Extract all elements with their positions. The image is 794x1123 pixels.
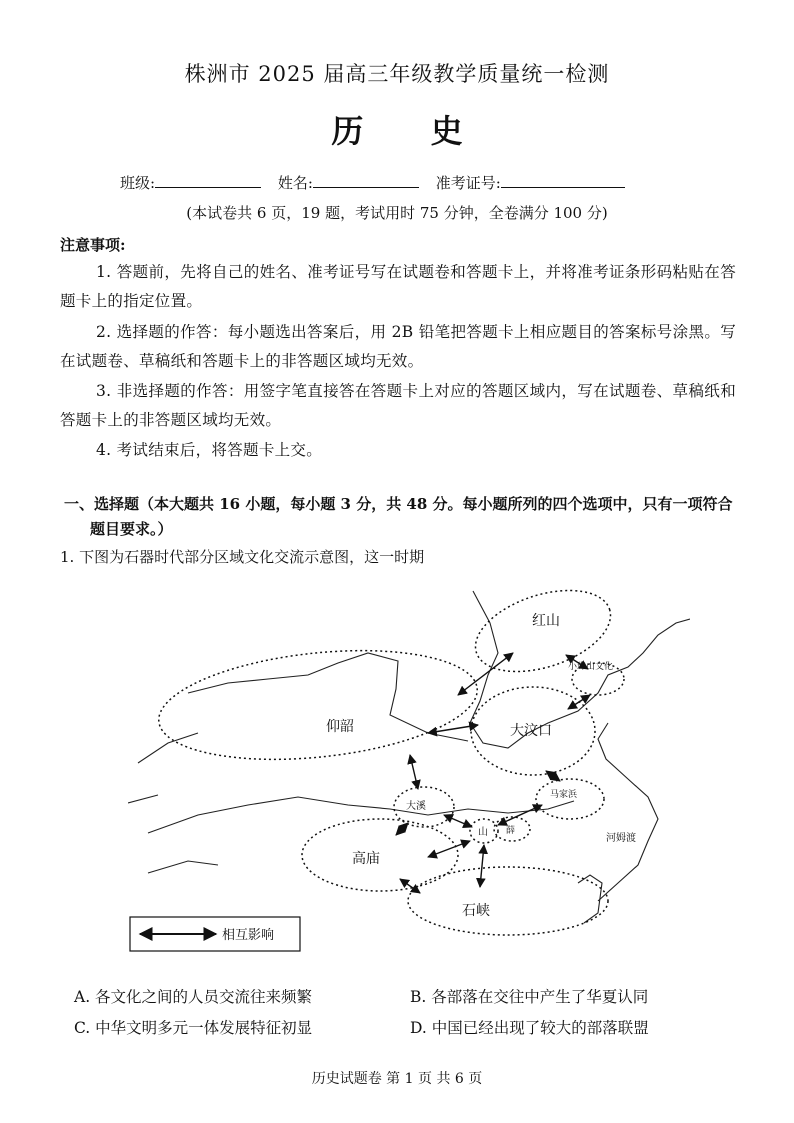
arrow-shan-shixia bbox=[480, 845, 484, 887]
west-rivers bbox=[128, 733, 218, 873]
label-xue: 薛 bbox=[506, 826, 516, 836]
label-daxi: 大溪 bbox=[406, 801, 426, 812]
region-shixia bbox=[408, 867, 608, 935]
id-blank[interactable] bbox=[501, 173, 625, 188]
arrow-yangshao-daxi bbox=[410, 755, 418, 789]
name-label: 姓名: bbox=[277, 174, 313, 192]
arrow-shan-gaomiao bbox=[428, 841, 470, 857]
label-xiaozhushan: 小珠山文化 bbox=[568, 662, 614, 672]
info-fields bbox=[120, 172, 637, 193]
exam-title: 株洲市 2025 届高三年级教学质量统一检测 bbox=[184, 62, 610, 86]
label-gaomiao: 高庙 bbox=[352, 851, 380, 867]
culture-exchange-map bbox=[128, 583, 690, 969]
label-shixia: 石峡 bbox=[462, 903, 490, 919]
section-heading bbox=[64, 492, 744, 542]
question-1-stem: 1. 下图为石器时代部分区域文化交流示意图，这一时期 bbox=[60, 548, 425, 566]
label-majiabang: 马家浜 bbox=[550, 790, 578, 800]
name-blank[interactable] bbox=[313, 173, 419, 188]
page-footer: 历史试题卷 第 1 页 共 6 页 bbox=[311, 1071, 483, 1087]
arrow-dawenkou-majiabang bbox=[546, 771, 560, 781]
id-label: 准考证号: bbox=[435, 174, 501, 192]
class-blank[interactable] bbox=[155, 173, 261, 188]
taiwan-coast bbox=[578, 875, 602, 923]
region-yangshao bbox=[153, 637, 482, 774]
label-hemudu: 河姆渡 bbox=[606, 833, 636, 844]
exam-note: (本试卷共 6 页，19 题，考试用时 75 分钟，全卷满分 100 分) bbox=[186, 204, 608, 222]
arrow-daxi-shan bbox=[444, 815, 472, 827]
option-d[interactable]: D. 中国已经出现了较大的部落联盟 bbox=[410, 1019, 649, 1037]
option-b[interactable]: B. 各部落在交往中产生了华夏认同 bbox=[410, 988, 649, 1006]
arrow-shan-majiabang bbox=[498, 805, 542, 825]
label-hongshan: 红山 bbox=[532, 613, 560, 629]
option-a[interactable]: A. 各文化之间的人员交流往来频繁 bbox=[74, 988, 313, 1006]
option-c[interactable]: C. 中华文明多元一体发展特征初显 bbox=[74, 1019, 313, 1037]
arrow-hongshan-yangshao bbox=[458, 653, 513, 695]
section-heading-line1: 一、选择题（本大题共 16 小题，每小题 3 分，共 48 分。每小题所列的四个选项中，只有一项符合 bbox=[64, 495, 733, 513]
arrow-daxi-gaomiao bbox=[396, 823, 408, 835]
label-yangshao: 仰韶 bbox=[326, 719, 354, 735]
section-heading-line2: 题目要求。） bbox=[90, 520, 173, 538]
subject-title: 历 史 bbox=[331, 112, 491, 150]
label-dawenkou: 大汶口 bbox=[510, 723, 552, 739]
note-item-2: 2. 选择题的作答：每小题选出答案后，用 2B 铅笔把答题卡上相应题目的答案标号涂黑。写在试题卷、草稿纸和答题卡上的非答题区域均无效。 bbox=[60, 323, 736, 370]
note-item-4: 4. 考试结束后，将答题卡上交。 bbox=[96, 441, 323, 459]
legend-label: 相互影响 bbox=[222, 928, 275, 943]
note-item-3: 3. 非选择题的作答：用签字笔直接答在答题卡上对应的答题区域内，写在试题卷、草稿纸和答题卡上的非答题区域均无效。 bbox=[60, 382, 736, 429]
notes-heading: 注意事项: bbox=[60, 236, 126, 254]
map-legend bbox=[130, 917, 300, 951]
class-label: 班级: bbox=[120, 174, 156, 192]
coastline-east bbox=[598, 723, 658, 901]
label-shan: 山 bbox=[478, 827, 488, 838]
note-item-1: 1. 答题前，先将自己的姓名、准考证号写在试题卷和答题卡上，并将准考证条形码粘贴在答题卡上的指定位置。 bbox=[60, 263, 736, 310]
